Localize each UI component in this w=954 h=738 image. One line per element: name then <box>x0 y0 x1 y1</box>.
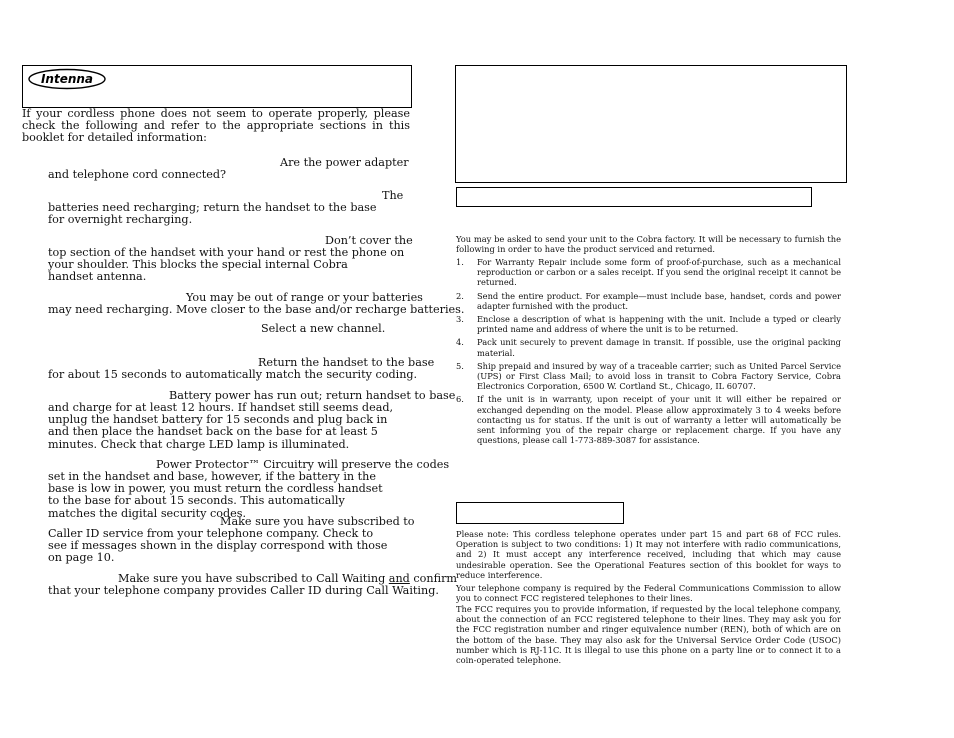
svg-text:Intenna: Intenna <box>40 72 94 86</box>
check-2-rest: batteries need recharging; return the handset to the base for overnight recharging. <box>48 201 377 227</box>
fcc-heading-box <box>456 502 624 524</box>
check-10-and: and <box>388 572 410 585</box>
intenna-logo <box>27 68 107 90</box>
check-8-line1: Power Protector™ Circuitry will preserve the codes <box>156 458 450 471</box>
check-10-rest: that your telephone company provides Caller ID during Call Waiting. <box>48 584 439 597</box>
check-4-rest: may need recharging. Move closer to the base and/or recharge batteries. <box>48 303 465 316</box>
fcc-paragraph-2: Your telephone company is required by the Federal Communications Commission to allow you to connect FCC registered telephones to their lines. <box>456 583 841 604</box>
troubleshooting-intro: If your cordless phone does not seem to operate properly, please check the following and refer to the appropriate sections in this booklet for detailed information: <box>22 107 410 145</box>
service-step-1: 1. For Warranty Repair include some form of proof-of-purchase, such as a mechanical reproduction or carbon or a sales receipt. If you send the original receipt it cannot be returned. <box>456 257 841 288</box>
check-3-rest <box>48 247 408 284</box>
fcc-paragraph-3: The FCC requires you to provide information, if requested by the local telephone company, about the connection of an FCC registered telephone to their lines. They may ask you for the FCC registration number and ringer equivalence number (REN), both of which are on the bottom of the base. They may also ask for the Universal Service Order Code (USOC) number which is RJ-11C. It is illegal to use this phone on a party line or to connect it to a coin-operated telephone. <box>456 604 841 666</box>
service-intro: You may be asked to send your unit to the Cobra factory. It will be necessary to furnish the following in order to have the product serviced and returned. <box>456 234 841 255</box>
check-4-line1: You may be out of range or your batteries <box>186 291 423 304</box>
check-9-line1: Make sure you have subscribed to <box>220 515 415 528</box>
check-10-a: Make sure you have subscribed to Call Waiting <box>118 572 389 585</box>
check-3-rest-a: top section of the handset with your hand or rest the phone on your shoulder. This blocks the special internal Cobra <box>48 246 405 272</box>
service-step-3: 3. Enclose a description of what is happening with the unit. Include a typed or clearly printed name and address of where the unit is to be returned. <box>456 314 841 335</box>
service-heading-box <box>456 187 812 207</box>
service-step-5: 5. Ship prepaid and insured by way of a traceable carrier; such as United Parcel Service (UPS) or First Class Mail; to avoid loss in transit to Cobra Factory Service, Cobra Electronics Corporation, 6500 W. Cortland St., Chicago, IL 60707. <box>456 360 841 392</box>
service-step-4: 4. Pack unit securely to prevent damage in transit. If possible, use the original packing material. <box>456 337 841 358</box>
service-step-6: 6. If the unit is in warranty, upon receipt of your unit it will either be repaired or exchanged depending on the model. Please allow approximately 3 to 4 weeks before contacting us for status. If the unit is out of warranty a letter will automatically be sent informing you of the repair charge or replacement charge. If you have any questions, please call 1-773-889-3087 for assistance. <box>456 394 841 446</box>
check-2-line1: The <box>382 189 404 202</box>
check-3-line1: Don’t cover the <box>325 234 413 247</box>
check-3-rest-b: handset antenna. <box>48 270 147 284</box>
check-1-line1: Are the power adapter <box>280 156 409 169</box>
check-7-line1: Battery power has run out; return handset to base <box>169 389 456 402</box>
fcc-paragraph-1: Please note: This cordless telephone operates under part 15 and part 68 of FCC rules. Operation is subject to two conditions: 1) It may not interfere with radio communications, and 2) It must accept any interference received, including that which may cause undesirable operation. See the Operational Features section of this booklet for ways to reduce interference. <box>456 529 841 580</box>
check-6-rest: for about 15 seconds to automatically match the security coding. <box>48 368 418 381</box>
service-step-2: 2. Send the entire product. For example—must include base, handset, cords and power adapter furnished with the product. <box>456 290 841 311</box>
check-1-rest: and telephone cord connected? <box>48 168 227 181</box>
right-header-box <box>455 65 847 183</box>
check-9-rest: Caller ID service from your telephone company. Check to see if messages shown in the display correspond with those on page 10. <box>48 527 388 565</box>
check-8-rest: set in the handset and base, however, if the battery in the base is low in power, you must return the cordless handset to the base for about 15 seconds. This automatically matches the digital security codes. <box>48 470 383 520</box>
check-7-rest: and charge for at least 12 hours. If handset still seems dead, unplug the handset battery for 15 seconds and plug back in and then place the handset back on the base for at least 5 minutes. Check that charge LED lamp is illuminated. <box>48 401 394 451</box>
service-steps <box>456 257 841 448</box>
check-5-line1: Select a new channel. <box>261 322 386 335</box>
check-6-line1: Return the handset to the base <box>258 356 435 369</box>
check-10-b: confirm <box>409 572 458 585</box>
